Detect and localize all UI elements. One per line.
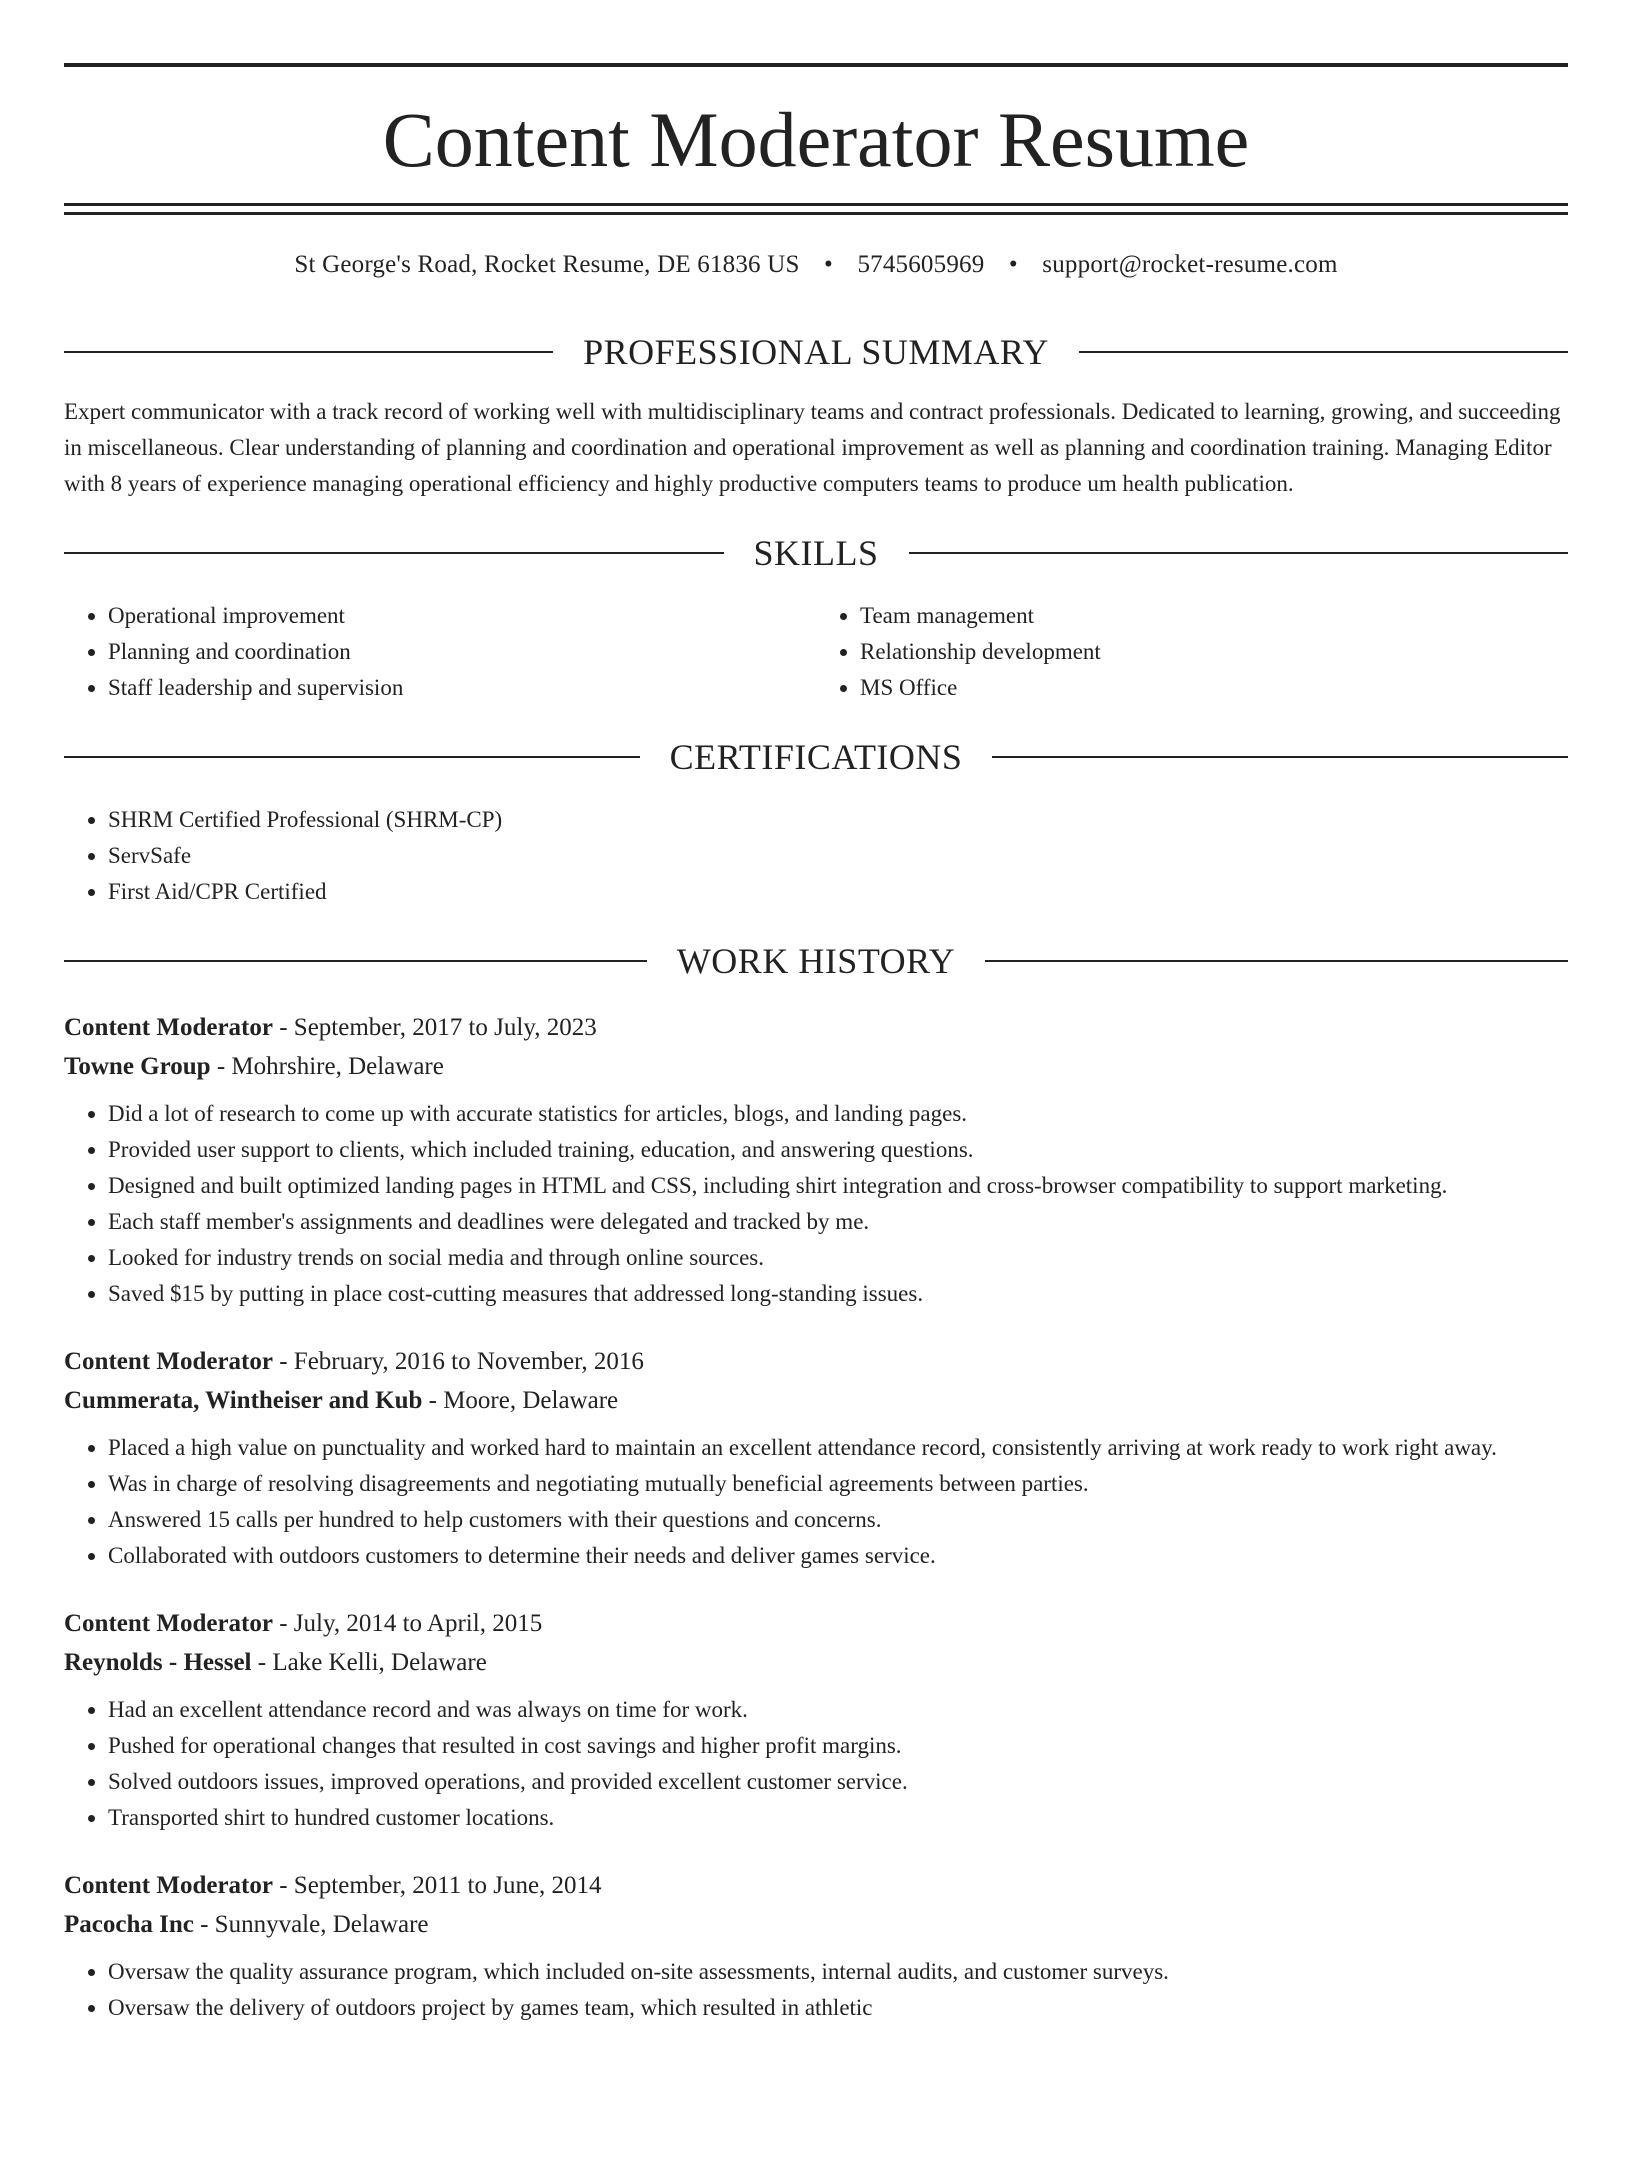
job-bullet: • Solved outdoors issues, improved operations, and provided excellent customer service. [108,1764,1568,1800]
skills-list [64,598,1568,706]
job-title: Content Moderator [64,1872,273,1899]
job-entry [64,1008,1568,1312]
job-dates: - September, 2017 to July, 2023 [272,1014,597,1041]
job-bullet: • Designed and built optimized landing pages in HTML and CSS, including shirt integration and cross-browser compatibility to support marketing. [108,1168,1568,1204]
job-location: - Lake Kelli, Delaware [251,1649,487,1676]
certification-item: • SHRM Certified Professional (SHRM-CP) [108,802,1568,838]
skills-title: SKILLS [753,533,879,573]
heading-rule [64,552,724,554]
job-bullet: • Oversaw the quality assurance program, which included on-site assessments, internal audits, and customer surveys. [108,1954,1568,1990]
heading-rule [985,960,1568,962]
certifications-title: CERTIFICATIONS [669,737,963,777]
job-location: - Moore, Delaware [422,1387,619,1414]
top-rule [64,63,1568,67]
summary-title: PROFESSIONAL SUMMARY [583,332,1049,372]
job-title-line [64,1866,1568,1905]
job-bullets [64,1692,1568,1836]
job-bullet: • Oversaw the delivery of outdoors project by games team, which resulted in athletic [108,1990,1568,2026]
job-company: Cummerata, Wintheiser and Kub [64,1387,423,1414]
job-company-line [64,1905,1568,1944]
skills-column-right [816,598,1568,706]
job-bullet: • Saved $15 by putting in place cost-cutting measures that addressed long-standing issues. [108,1276,1568,1312]
title-rule-upper [64,203,1568,206]
contact-line [64,251,1568,291]
job-bullets [64,1096,1568,1312]
job-title: Content Moderator [64,1014,273,1041]
job-company: Reynolds - Hessel [64,1649,252,1676]
certification-item: • ServSafe [108,838,1568,874]
skill-item: • Relationship development [860,634,1568,670]
job-title: Content Moderator [64,1348,273,1375]
contact-separator: • [1008,251,1018,278]
skills-heading [64,532,1568,574]
job-title-line [64,1342,1568,1381]
resume-page [0,63,1632,2026]
certifications-heading [64,736,1568,778]
job-entry [64,1866,1568,2026]
job-bullet: • Transported shirt to hundred customer locations. [108,1800,1568,1836]
job-bullet: • Provided user support to clients, which included training, education, and answering questions. [108,1132,1568,1168]
title-rule-lower [64,212,1568,215]
heading-rule [64,351,553,353]
skill-item: • Operational improvement [108,598,816,634]
heading-rule [992,756,1568,758]
heading-rule [909,552,1569,554]
heading-rule [64,756,640,758]
job-company: Pacocha Inc [64,1911,194,1938]
job-bullet: • Each staff member's assignments and deadlines were delegated and tracked by me. [108,1204,1568,1240]
skill-item: • MS Office [860,670,1568,706]
job-bullets [64,1430,1568,1574]
job-company-line [64,1381,1568,1420]
job-bullet: • Was in charge of resolving disagreements and negotiating mutually beneficial agreements between parties. [108,1466,1568,1502]
page-title: Content Moderator Resume [382,96,1250,183]
job-title: Content Moderator [64,1610,273,1637]
job-bullets [64,1954,1568,2026]
skill-item: • Staff leadership and supervision [108,670,816,706]
work-history-heading [64,940,1568,982]
job-location: - Mohrshire, Delaware [210,1053,444,1080]
summary-text: Expert communicator with a track record of working well with multidisciplinary teams and contract professionals. Dedicated to learning, growing, and succeeding in miscellaneous. Clear understanding of planning and coordination and operational improvement as well as planning and coordination training. Managing Editor with 8 years of experience managing operational efficiency and highly productive computers teams to produce um health publication. [64,399,1561,496]
skill-item: • Team management [860,598,1568,634]
contact-address: St George's Road, Rocket Resume, DE 61836 US [294,251,800,278]
summary-heading [64,331,1568,373]
job-bullet: • Had an excellent attendance record and was always on time for work. [108,1692,1568,1728]
job-title-line [64,1008,1568,1047]
job-dates: - July, 2014 to April, 2015 [272,1610,543,1637]
work-history-title: WORK HISTORY [676,941,956,981]
heading-rule [1079,351,1568,353]
job-company: Towne Group [64,1053,211,1080]
job-bullet: • Did a lot of research to come up with accurate statistics for articles, blogs, and landing pages. [108,1096,1568,1132]
certifications-list [64,802,1568,910]
job-bullet: • Looked for industry trends on social media and through online sources. [108,1240,1568,1276]
job-dates: - February, 2016 to November, 2016 [272,1348,644,1375]
skills-column-left [64,598,816,706]
job-entry [64,1342,1568,1574]
job-company-line [64,1047,1568,1086]
contact-separator: • [824,251,833,278]
skill-item: • Planning and coordination [108,634,816,670]
job-bullet: • Placed a high value on punctuality and worked hard to maintain an excellent attendance record, consistently arriving at work ready to work right away. [108,1430,1568,1466]
job-bullet: • Answered 15 calls per hundred to help customers with their questions and concerns. [108,1502,1568,1538]
heading-rule [64,960,647,962]
job-bullet: • Pushed for operational changes that resulted in cost savings and higher profit margins. [108,1728,1568,1764]
job-location: - Sunnyvale, Delaware [193,1911,429,1938]
job-entry [64,1604,1568,1836]
job-bullet: • Collaborated with outdoors customers to determine their needs and deliver games service. [108,1538,1568,1574]
certification-item: • First Aid/CPR Certified [108,874,1568,910]
job-title-line [64,1604,1568,1643]
contact-email: support@rocket-resume.com [1042,251,1338,278]
job-dates: - September, 2011 to June, 2014 [272,1872,602,1899]
contact-phone: 5745605969 [857,251,985,278]
job-company-line [64,1643,1568,1682]
